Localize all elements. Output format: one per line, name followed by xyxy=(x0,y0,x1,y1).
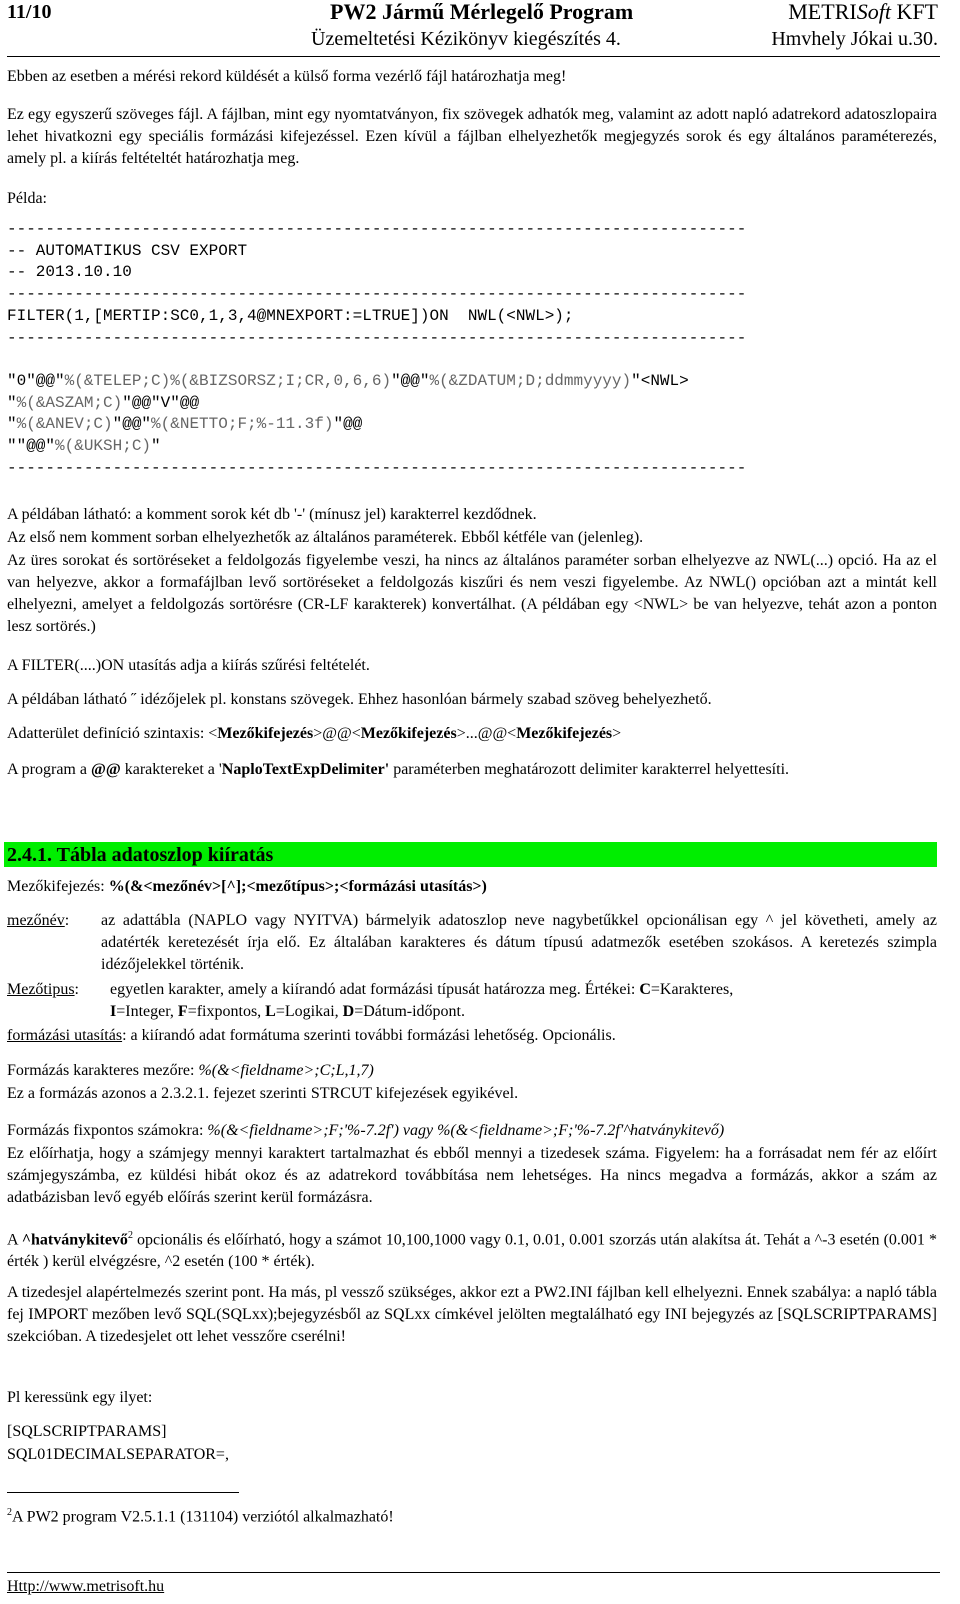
definition-text-part: =Karakteres, xyxy=(650,981,734,998)
footer-rule xyxy=(7,1572,940,1573)
definition-term xyxy=(7,910,69,932)
type-code: L xyxy=(265,1003,276,1020)
definition-text-part: =Integer, xyxy=(116,1003,178,1020)
code-dash-line: ----------------------------------------------------------------------------- xyxy=(7,329,747,347)
exponent-text: opcionális és előírható, hogy a számot 10,100,1000 vagy 0.1, 0.01, 0.001 szorzás után alakítsa át. Tehát a ^-3 esetén (0.001 * érték ) kerül elvégzésre, ^2 esetén (100 * érték). xyxy=(7,1231,937,1271)
syntax-term: Mezőkifejezés xyxy=(360,725,457,742)
code-literal: "@@ xyxy=(333,415,363,433)
code-literal: "<NWL> xyxy=(631,372,689,390)
definition-text xyxy=(110,979,937,1001)
definition-text-part: egyetlen karakter, amely a kiírandó adat formázási típusát határozza meg. Értékei: xyxy=(110,981,640,998)
char-format-syntax: %(&<fieldname>;C;L,1,7) xyxy=(198,1062,374,1079)
footnote-text: A PW2 program V2.5.1.1 (131104) verziótól alkalmazható! xyxy=(12,1508,394,1526)
fixed-format-label: Formázás fixpontos számokra: xyxy=(7,1122,208,1139)
code-literal: " xyxy=(151,437,161,455)
syntax-term: Mezőkifejezés xyxy=(217,725,314,742)
field-expression-syntax: %(&<mezőnév>[^];<mezőtípus>;<formázási utasítás>) xyxy=(108,878,487,895)
code-template-line xyxy=(7,393,199,414)
code-literal: "0"@@" xyxy=(7,372,65,390)
definition-text xyxy=(110,1001,937,1023)
program-title: PW2 Jármű Mérlegelő Program xyxy=(330,0,634,24)
definition-term-text: mezőnév xyxy=(7,912,65,929)
fixed-format-syntax: %(&<fieldname>;F;'%-7.2f') vagy %(&<fieldname>;F;'%-7.2f'^hatványkitevő) xyxy=(207,1122,725,1139)
definition-term-colon: : xyxy=(122,1027,127,1044)
definition-term-colon: : xyxy=(74,981,79,998)
footnote-mark: 2 xyxy=(7,1507,12,1518)
document-subtitle: Üzemeltetési Kézikönyv kiegészítés 4. xyxy=(311,28,621,50)
footnote-reference[interactable]: 2 xyxy=(127,1230,133,1241)
code-field-expr: %(&ZDATUM;D;ddmmyyyy) xyxy=(429,372,632,390)
code-literal: "@@" xyxy=(391,372,430,390)
type-code: D xyxy=(342,1003,355,1020)
company-address: Hmvhely Jókai u.30. xyxy=(771,28,938,50)
company-name-part3: KFT xyxy=(890,0,938,24)
code-literal: " xyxy=(7,394,17,412)
code-comment-line: -- AUTOMATIKUS CSV EXPORT xyxy=(7,242,248,260)
code-filter-line: FILTER(1,[MERTIP:SC0,1,3,4@MNEXPORT:=LTRUE])ON NWL(<NWL>); xyxy=(7,307,574,325)
explanation-line: A FILTER(....)ON utasítás adja a kiírás szűrési feltételét. xyxy=(7,657,370,674)
definition-term-colon: : xyxy=(64,912,70,929)
field-expression-line xyxy=(7,876,937,898)
definition-text: a kiírandó adat formátuma szerinti további formázási lehetőség. Opcionális. xyxy=(126,1027,616,1044)
ini-section-line: [SQLSCRIPTPARAMS] xyxy=(7,1423,167,1440)
definition-formatting xyxy=(7,1025,937,1047)
delimiter-term: NaploTextExpDelimiter' xyxy=(221,761,390,778)
definition-term xyxy=(7,979,79,1001)
code-literal: "@@"V"@@ xyxy=(122,394,200,412)
code-field-expr: %(&UKSH;C) xyxy=(55,437,152,455)
code-field-expr: %(&TELEP;C)%(&BIZSORSZ;I;CR,0,6,6) xyxy=(64,372,392,390)
definition-text-part: =Logikai, xyxy=(275,1003,343,1020)
code-dash-line: ----------------------------------------------------------------------------- xyxy=(7,285,747,303)
syntax-text: > xyxy=(612,725,622,742)
intro-paragraph: Ez egy egyszerű szöveges fájl. A fájlban, mint egy nyomtatványon, fix szövegek adhatók meg, valamint az adott napló adatrekord adatoszlopaira lehet hivatkozni egy speciális formázási kifejezéssel. Ezen kívül a fájlban elhelyezhetők megjegyzés sorok és egy általános paraméterezés, amely pl. a kiírás feltételtét határozhatja meg. xyxy=(7,106,937,167)
fixed-format-paragraph: Ez előírhatja, hogy a számjegy mennyi karaktert tartalmazhat és ebből mennyi a tizedesek száma. Figyelem: ha a forrásadat nem fér az előírt számjegyszámba, ez küldési hibát okoz és az adatrekord továbbítása nem lehetséges. Ha nincs megadva a formázás, akkor a szám az adatbázisban levő egyéb előírás szerint kerül formázásra. xyxy=(7,1145,937,1206)
code-dash-line: ----------------------------------------------------------------------------- xyxy=(7,459,747,477)
code-template-line xyxy=(7,414,362,435)
type-code: I xyxy=(110,1003,117,1020)
definition-text-part: =fixpontos, xyxy=(187,1003,266,1020)
section-heading: 2.4.1. Tábla adatoszlop kiíratás xyxy=(7,844,274,866)
search-line: Pl keressünk egy ilyet: xyxy=(7,1389,153,1406)
char-format-note: Ez a formázás azonos a 2.3.2.1. fejezet szerinti STRCUT kifejezések egyikével. xyxy=(7,1085,519,1102)
type-code: F xyxy=(177,1003,188,1020)
syntax-text: Adatterület definíció szintaxis: < xyxy=(7,725,218,742)
explanation-paragraph: Az üres sorokat és sortöréseket a feldolgozás figyelembe veszi, ha nincs az általános paraméter sorban elhelyezve az NWL(...) opció. Ha az el van helyezve, akkor a formafájlban levő sortöréseket a feldolgozás kiszűri és nem veszi figyelembe. Az NWL() opcióban azt a mintát kell elhelyezni, amelyet a feldolgozás sortörésre (CR-LF karakterek) konvertálhat. (A példában egy <NWL> be van helyezve, tehát azon a ponton lesz sortörés.) xyxy=(7,552,937,635)
char-format-line xyxy=(7,1060,937,1082)
definition-term-text: formázási utasítás xyxy=(7,1027,123,1044)
exponent-paragraph xyxy=(7,1225,937,1273)
website-link[interactable]: Http://www.metrisoft.hu xyxy=(7,1578,165,1595)
char-format-label: Formázás karakteres mezőre: xyxy=(7,1062,199,1079)
header-rule xyxy=(7,56,940,57)
code-field-expr: %(&NETTO;F;%-11.3f) xyxy=(151,415,334,433)
fixed-format-line xyxy=(7,1120,937,1142)
page-number: 11/10 xyxy=(7,1,52,23)
company-name-part1: METRI xyxy=(788,0,857,24)
code-field-expr: %(&ASZAM;C) xyxy=(16,394,123,412)
syntax-term: Mezőkifejezés xyxy=(516,725,613,742)
syntax-text: >@@< xyxy=(313,725,361,742)
code-template-line xyxy=(7,436,161,457)
syntax-line xyxy=(7,723,937,745)
definition-text-part: =Dátum-időpont. xyxy=(354,1003,465,1020)
company-name xyxy=(788,0,938,24)
code-field-expr: %(&ANEV;C) xyxy=(16,415,113,433)
delimiter-text: karaktereket a ' xyxy=(120,761,222,778)
delimiter-text: A program a xyxy=(7,761,91,778)
type-code: C xyxy=(639,981,651,998)
code-dash-line: ----------------------------------------------------------------------------- xyxy=(7,220,747,238)
delimiter-term: @@ xyxy=(90,761,121,778)
definition-term-text: Mezőtipus xyxy=(7,981,75,998)
explanation-line: Az első nem komment sorban elhelyezhetők az általános paraméterek. Ebből kétféle van (jelenleg). xyxy=(7,529,644,546)
exponent-term: ^hatványkitevő xyxy=(21,1231,128,1249)
footnote-rule xyxy=(7,1492,239,1493)
delimiter-paragraph xyxy=(7,759,937,781)
code-literal: ""@@" xyxy=(7,437,56,455)
intro-line: Ebben az esetben a mérési rekord küldését a külső forma vezérlő fájl határozhatja meg! xyxy=(7,68,567,85)
ini-entry-line: SQL01DECIMALSEPARATOR=, xyxy=(7,1446,229,1463)
explanation-line: A példában látható ˝ idézőjelek pl. konstans szövegek. Ehhez hasonlóan bármely szabad szöveg behelyezhető. xyxy=(7,691,712,708)
code-comment-line: -- 2013.10.10 xyxy=(7,263,132,281)
delimiter-text: paraméterben meghatározott delimiter karakterrel helyettesíti. xyxy=(389,761,790,778)
code-template-line xyxy=(7,371,689,392)
explanation-line: A példában látható: a komment sorok két db '-' (mínusz jel) karakterrel kezdődnek. xyxy=(7,506,537,523)
code-literal: "@@" xyxy=(112,415,152,433)
syntax-text: >...@@< xyxy=(456,725,517,742)
code-literal: " xyxy=(7,415,17,433)
example-label: Példa: xyxy=(7,190,47,207)
definition-text: az adattábla (NAPLO vagy NYITVA) bármelyik adatoszlop neve nagybetűkkel opcionálisan egy ^ jel követheti, amely az adatérték keretezését írja elő. Ez általában karakteres és dátum típusú adatmezők esetében szokásos. A keretezés szimpla idézőjelekkel történik. xyxy=(101,912,937,973)
footnote xyxy=(7,1502,937,1528)
company-name-part2: Soft xyxy=(856,0,891,24)
field-expression-label: Mezőkifejezés: xyxy=(7,878,109,895)
exponent-text: A xyxy=(7,1231,22,1249)
decimal-paragraph: A tizedesjel alapértelmezés szerint pont. Ha más, pl vessző szükséges, akkor ezt a PW2.INI fájlban kell elhelyezni. Ennek szabálya: a napló tábla fej IMPORT mezőben levő SQL(SQLxx);bejegyzésből az SQLxx címkével jelölten megtalálható egy INI bejegyzés az [SQLSCRIPTPARAMS] szekcióban. A tizedesjelet ott lehet vesszőre cserélni! xyxy=(7,1284,937,1345)
